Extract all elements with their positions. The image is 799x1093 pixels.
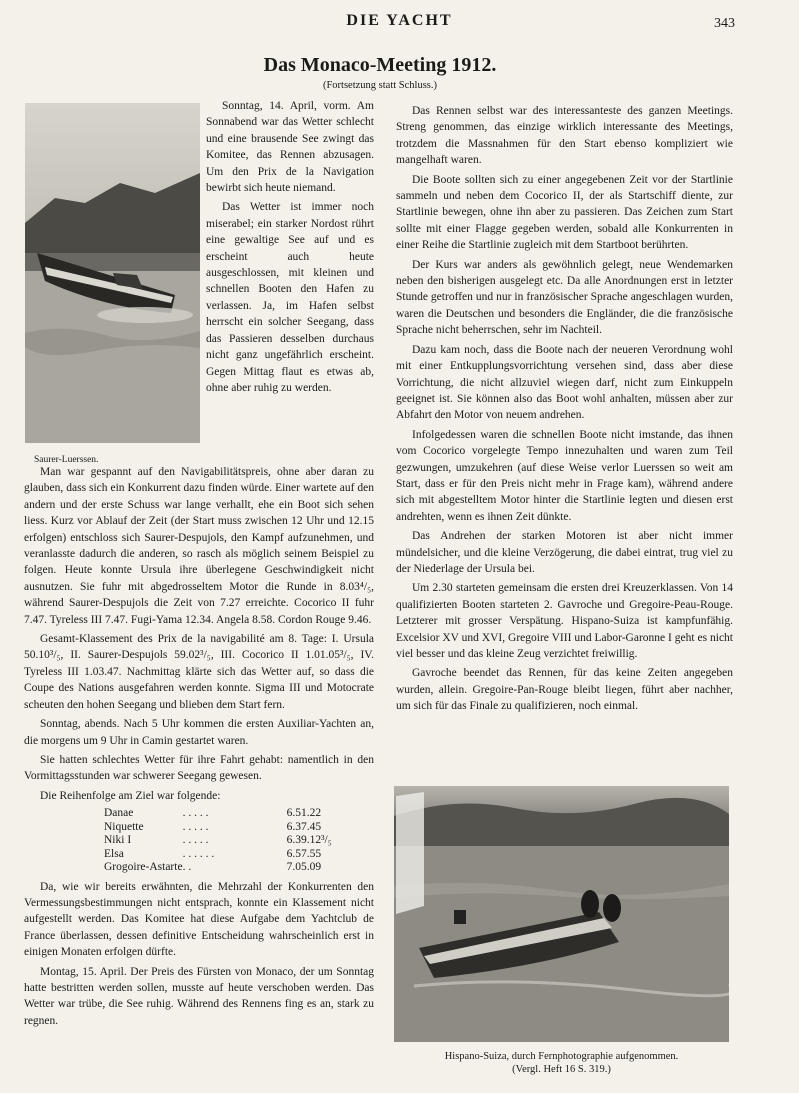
paragraph: Um 2.30 starteten gemeinsam die ersten drei Kreuzerklassen. Von 14 qualifizierten Booten starteten 2. Gavroche und Gregoire-Peau-Rouge. Letzterer mit grosser Verspätung. Hispano-Suiza ist kampfunfähig. Excelsior XV und XVI, Gregoire VIII und Labor-Garonne I geht es nicht viel besser und das kleine Zeug verzichtet freiwillig. <box>396 582 733 660</box>
left-column-top <box>206 98 374 399</box>
paragraph: Dazu kam noch, dass die Boote nach der neueren Verordnung wohl mit einer Entkupplungsvorrichtung versehen sind, dass aber diese Vorrichtung, die nicht allzuviel wiegen darf, nicht zum Einkuppeln geeignet ist. Sie können also das Boot wohl anhalten, müssen aber zur Abfahrt den Motor von neuem andrehen. <box>396 343 733 422</box>
paragraph: Der Kurs war anders als gewöhnlich gelegt, neue Wendemarken neben den bisherigen ausgelegt etc. Da alle Anordnungen erst in letzter Stunde getroffen und nur in französischer Sprache angeschlagen wurden, waren die Deutschen und besonders die Engländer, die die französische Sprache nicht beherrschen, sehr im Nachteil. <box>396 258 733 337</box>
photo2-caption-line: Hispano-Suiza, durch Fernphotographie aufgenommen. <box>444 1051 679 1062</box>
yacht-name: Niquette <box>104 820 144 833</box>
paragraph: Das Rennen selbst war des interessanteste des ganzen Meetings. Streng genommen, das einzige wirklich interessante des Meetings, trotzdem die Massnahmen für den Start ebenso kompliziert wie mangelhaft waren. <box>396 105 733 167</box>
finish-time: 7.05.09 <box>286 861 322 874</box>
leader-dots: . . . . . <box>182 834 209 847</box>
paragraph: Sonntag, 14. April, vorm. Am Sonnabend war das Wetter schlecht und eine brausende See zwingt das Komitee, das Rennen abzusagen. Um den Prix de la Navigation bewirbt sich heute niemand. <box>206 100 374 195</box>
yacht-name: Elsa <box>104 847 124 860</box>
paragraph: Die Reihenfolge am Ziel war folgende: <box>40 789 221 802</box>
photo2-caption-reference: (Vergl. Heft 16 S. 319.) <box>512 1064 611 1075</box>
table-row <box>104 861 332 875</box>
finish-time: 6.39.12³/₅ <box>286 834 332 847</box>
paragraph: Gavroche beendet das Rennen, für das keine Zeiten angegeben wurden, allein. Gregoire-Pan-Rouge bleibt liegen, führt aber nachher, um sich für das Finale zu qualifizieren, noch einmal. <box>396 667 733 713</box>
boat-photo-illustration <box>25 103 200 443</box>
right-column <box>396 103 733 718</box>
table-row <box>104 834 332 848</box>
yacht-name: Grogoire-Astarte <box>104 861 183 874</box>
paragraph: Da, wie wir bereits erwähnten, die Mehrzahl der Konkurrenten den Vermessungsbestimmungen nicht entsprach, konnte ein Klassement nicht aufgestellt werden. Das Komitee hat diese Aufgabe dem Yachtclub de France überlassen, dessen definitive Entscheidung wahrscheinlich erst in einigen Monaten erfolgen dürfte. <box>24 880 374 959</box>
leader-dots: . . . . . <box>182 820 209 833</box>
photo-hispano-suiza <box>394 786 729 1042</box>
table-row <box>104 807 332 821</box>
table-row <box>104 821 332 835</box>
finish-time: 6.37.45 <box>286 820 322 833</box>
left-column-bottom <box>24 464 374 1032</box>
paragraph: Montag, 15. April. Der Preis des Fürsten von Monaco, der um Sonntag hatte bestritten werden sollen, musste auf heute verschoben werden. Das Wetter war trübe, die See ruhig. Während des Rennens fing es an, stark zu regnen. <box>24 965 374 1027</box>
paragraph: Infolgedessen waren die schnellen Boote nicht imstande, das ihnen vom Cocorico vorgelegte Tempo innezuhalten und waren zum Teil gezwungen, umzukehren (auf diese Weise verlor Luerssen so weit am Start, dass er für den Preis nicht mehr in Frage kam), während andere sich mit abgestelltem Motor hinter die Startlinie legten und diesen erst andrehten, wenn es ihnen Zeit dünkte. <box>396 428 733 523</box>
leader-dots: . . <box>182 861 192 874</box>
leader-dots: . . . . . . <box>182 847 215 860</box>
finish-time: 6.51.22 <box>286 807 322 820</box>
paragraph: Man war gespannt auf den Navigabilitätspreis, ohne aber daran zu glauben, dass sich ein Konkurrent dazu finden würde. Einer wartete auf den andern und der erste Schuss war lange verhallt, ehe ein Boot sich sehen liess. Kurz vor Ablauf der Zeit (der Start muss zwischen 12 Uhr und 12.15 erfolgen) entschloss sich Saurer-Despujols, den Kampf aufzunehmen, und veranlasste dadurch die anderen, so rasch als möglich seinem Beispiel zu folgen. Heute konnte Ursula ihre überlegene Geschwindigkeit nicht ausnutzen. Sie fuhr mit abgedrosseltem Motor die Runde in 8.03⁴/₅, während Saurer-Despujols die Zeit von 7.27 erreichte. Cocorico II fuhr 7.47. Tyreless III 7.47. Fugi-Yama 12.34. Angela 8.58. Cordon Rouge 9.46. <box>24 466 374 626</box>
photo2-caption <box>394 1050 729 1076</box>
paragraph: Sonntag, abends. Nach 5 Uhr kommen die ersten Auxiliar-Yachten an, die morgens um 9 Uhr in Camin gestartet waren. <box>24 718 374 747</box>
finish-order-table <box>104 807 332 875</box>
hispano-suiza-photo-illustration <box>394 786 729 1042</box>
photo1-caption: Saurer-Luerssen. <box>34 455 99 465</box>
finish-time: 6.57.55 <box>286 847 322 860</box>
yacht-name: Danae <box>104 807 134 820</box>
leader-dots: . . . . . <box>182 807 209 820</box>
paragraph: Das Andrehen der starken Motoren ist aber nicht immer mündelsicher, und die kleine Verzögerung, die dabei eintrat, trug viel zu der Niederlage der Ursula bei. <box>396 530 733 575</box>
running-head: DIE YACHT <box>346 12 453 29</box>
article-subtitle: (Fortsetzung statt Schluss.) <box>322 80 438 91</box>
paragraph: Das Wetter ist immer noch miserabel; ein starker Nordost rührt eine gewaltige See auf und es erscheint auch heute ausgeschlossen, mit kleinen und schnellen Booten den Hafen zu verlassen. Ja, im Hafen selbst herrscht ein solcher Seegang, dass das Passieren desselben durchaus nicht ganz ungefährlich erscheint. Gegen Mittag flaut es etwas ab, ohne aber ruhig zu werden. <box>206 201 374 394</box>
photo-saurer-luerssen <box>25 103 200 443</box>
paragraph: Die Boote sollten sich zu einer angegebenen Zeit vor der Startlinie sammeln und neben dem Cocorico II, der als Startschiff diente, zur Startlinie bewegen, ohne ihn aber zu passieren. Das Zeichen zum Start sollte mit einer Flagge gegeben werden, sobald alle Konkurrenten in einer Reihe die Startlinie zugleich mit dem Startboot berührten. <box>396 173 733 252</box>
page-number: 343 <box>714 16 735 31</box>
yacht-name: Niki I <box>104 834 132 847</box>
paragraph: Sie hatten schlechtes Wetter für ihre Fahrt gehabt: namentlich in den Vormittagsstunden war schwerer Seegang gewesen. <box>24 753 374 783</box>
paragraph: Gesamt-Klassement des Prix de la navigabilité am 8. Tage: I. Ursula 50.10³/₅, II. Saurer-Despujols 59.02³/₅, III. Cocorico II 1.01.05³/₅, IV. Tyreless III 1.03.47. Nachmittag klärte sich das Wetter auf, so dass die Coupe des Nations ausgefahren werden konnte. Sigma III und Motocrate scheuten den hohen Seegang und blieben dem Start fern. <box>24 633 374 711</box>
table-row <box>104 848 332 862</box>
article-title: Das Monaco-Meeting 1912. <box>263 54 497 76</box>
